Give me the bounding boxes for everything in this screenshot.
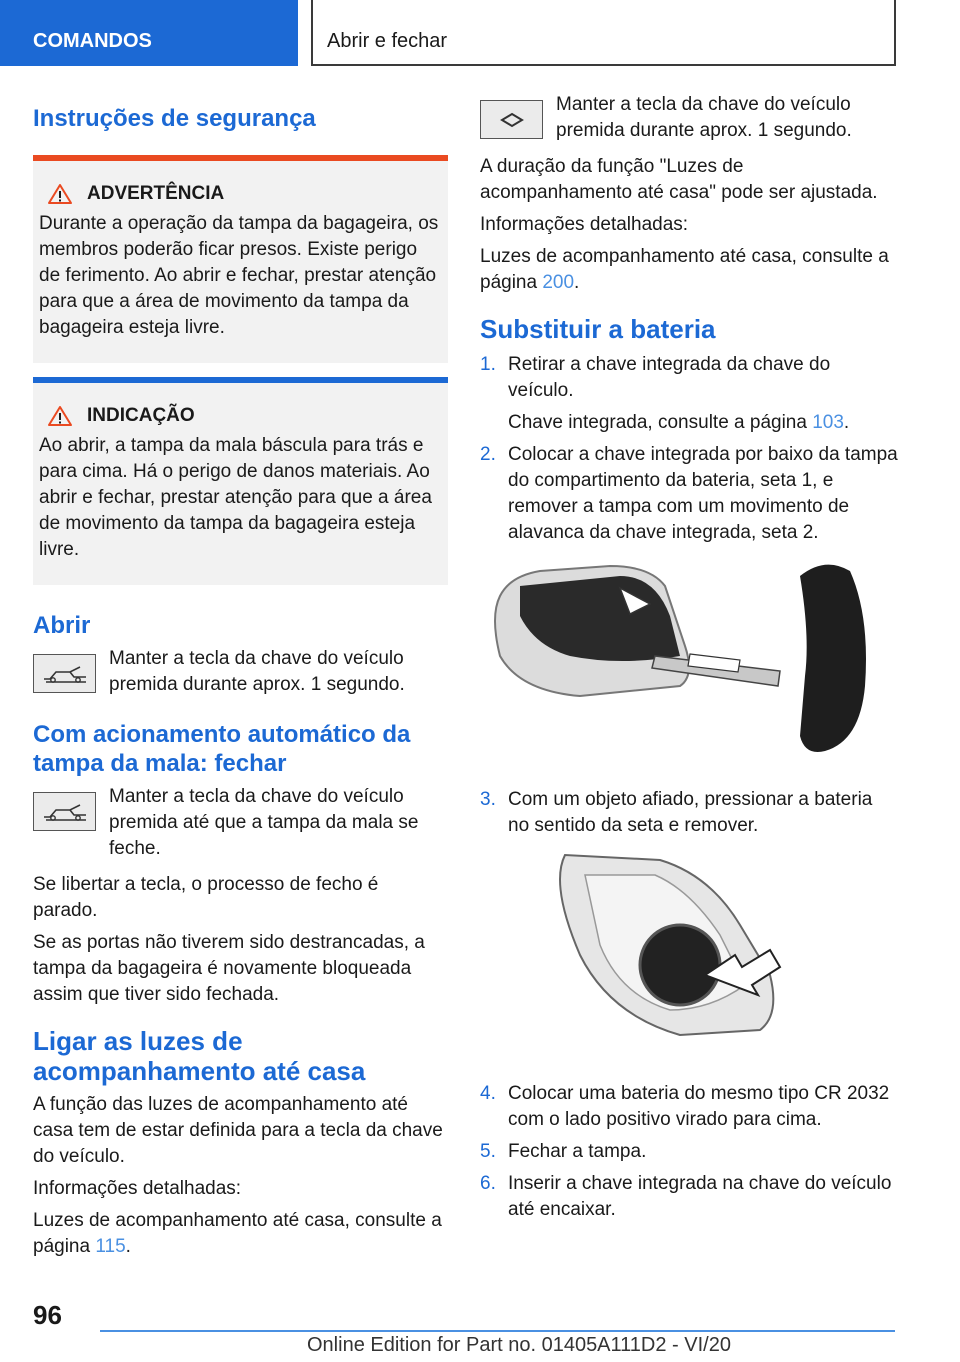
- step-number: 4.: [480, 1083, 496, 1104]
- step-item: [480, 1081, 898, 1133]
- step-item: [480, 1171, 898, 1223]
- notice-title-row: [39, 405, 440, 427]
- open-heading: Abrir: [33, 612, 91, 639]
- edition-text: Online Edition for Part no. 01405A111D2 - VI/20: [307, 1334, 731, 1356]
- warning-text: Durante a operação da tampa da bagageira, os membros poderão ficar presos. Existe perigo de ferimento. Ao abrir e fechar, prestar atenção para que a área de movimento da tampa da bagageira esteja livre.: [39, 213, 439, 338]
- chapter-tab: COMANDOS: [0, 0, 298, 66]
- footer-divider: [100, 1330, 895, 1332]
- lights-reference-right: [480, 244, 898, 296]
- info-label-right: Informações detalhadas:: [480, 214, 689, 235]
- lights-reference: [33, 1208, 448, 1260]
- info-label: Informações detalhadas:: [33, 1178, 242, 1199]
- warning-callout: [33, 155, 448, 363]
- step-sub-end: .: [843, 412, 850, 433]
- battery-steps: [480, 352, 898, 546]
- step-text: Colocar uma bateria do mesmo tipo CR 2032 com o lado positivo virado para cima.: [508, 1083, 890, 1130]
- notice-text: Ao abrir, a tampa da mala báscula para trás e para cima. Há o perigo de danos materiais. Ao abrir e fechar, prestar atenção para que a área de movimento da tampa da bagageira esteja livre.: [39, 435, 432, 560]
- reference-end: .: [574, 272, 580, 293]
- step-number: 6.: [480, 1173, 496, 1194]
- step-number: 2.: [480, 444, 496, 465]
- step-number: 3.: [480, 789, 496, 810]
- step-text: Colocar a chave integrada por baixo da tampa do compartimento da bateria, seta 1, e remover a tampa com um movimento de alavanca da chave integrada, seta 2.: [508, 444, 898, 543]
- duration-paragraph: A duração da função "Luzes de acompanhamento até casa" pode ser ajustada.: [480, 156, 878, 203]
- car-trunk-icon: [40, 663, 90, 685]
- trunk-key-button: [33, 654, 96, 693]
- diamond-icon: [492, 110, 532, 130]
- close-key-row: [33, 784, 448, 862]
- step-text: Fechar a tampa.: [508, 1141, 647, 1162]
- step-item: [480, 442, 898, 546]
- warning-title: ADVERTÊNCIA: [87, 183, 225, 204]
- section-title: Abrir e fechar: [311, 0, 896, 66]
- page-header: [0, 0, 960, 66]
- notice-callout: [33, 377, 448, 585]
- page-number: 96: [33, 1300, 62, 1330]
- step-text: Inserir a chave integrada na chave do veículo até encaixar.: [508, 1173, 892, 1220]
- battery-heading: Substituir a bateria: [480, 314, 716, 344]
- step-number: 5.: [480, 1141, 496, 1162]
- page-link-103[interactable]: 103: [812, 412, 844, 433]
- reference-text: Luzes de acompanhamento até casa, consulte a página: [33, 1210, 442, 1257]
- trunk-key-button-close: [33, 792, 96, 831]
- close-instruction: Manter a tecla da chave do veículo premida até que a tampa da mala se feche.: [109, 786, 419, 859]
- step-sub-label: Chave integrada, consulte a página: [508, 412, 807, 433]
- release-paragraph: Se libertar a tecla, o processo de fecho é parado.: [33, 874, 379, 921]
- page-link-115[interactable]: 115: [95, 1236, 126, 1257]
- step-item: [480, 1139, 898, 1165]
- lights-heading: Ligar as luzes de acompanhamento até casa: [33, 1026, 366, 1086]
- warning-icon: [47, 183, 73, 205]
- battery-steps-cont: [480, 787, 898, 839]
- page-link-200[interactable]: 200: [542, 272, 575, 293]
- left-column: [33, 100, 448, 1266]
- key-cover-removal-illustration: [480, 556, 890, 781]
- step-item: [480, 352, 898, 404]
- step-number: 1.: [480, 354, 496, 375]
- step-subitem: [480, 410, 898, 436]
- open-key-row: [33, 646, 448, 698]
- lights-key-button: [480, 100, 543, 139]
- step-item: [480, 787, 898, 839]
- lights-key-row: [480, 92, 898, 144]
- car-trunk-icon: [40, 801, 90, 823]
- caution-icon: [47, 405, 73, 427]
- step-text: Retirar a chave integrada da chave do veículo.: [508, 354, 831, 401]
- lock-paragraph: Se as portas não tiverem sido destrancadas, a tampa da bagageira é novamente bloqueada assim que tiver sido fechada.: [33, 932, 425, 1005]
- right-column: [480, 94, 898, 1229]
- open-instruction: Manter a tecla da chave do veículo premida durante aprox. 1 segundo.: [109, 648, 405, 695]
- battery-steps-end: [480, 1081, 898, 1223]
- auto-close-heading: Com acionamento automático da tampa da mala: fechar: [33, 721, 411, 777]
- warning-title-row: [39, 183, 440, 205]
- notice-title: INDICAÇÃO: [87, 405, 195, 426]
- safety-heading: Instruções de segurança: [33, 105, 316, 132]
- lights-key-instruction: Manter a tecla da chave do veículo premida durante aprox. 1 segundo.: [556, 94, 852, 141]
- step-text: Com um objeto afiado, pressionar a bateria no sentido da seta e remover.: [508, 789, 873, 836]
- reference-text: Luzes de acompanhamento até casa, consulte a página: [480, 246, 889, 293]
- reference-end: .: [125, 1236, 131, 1257]
- lights-paragraph: A função das luzes de acompanhamento até casa tem de estar definida para a tecla da chave do veículo.: [33, 1094, 443, 1167]
- step-sub-text: [508, 410, 849, 436]
- battery-removal-illustration: [480, 845, 898, 1075]
